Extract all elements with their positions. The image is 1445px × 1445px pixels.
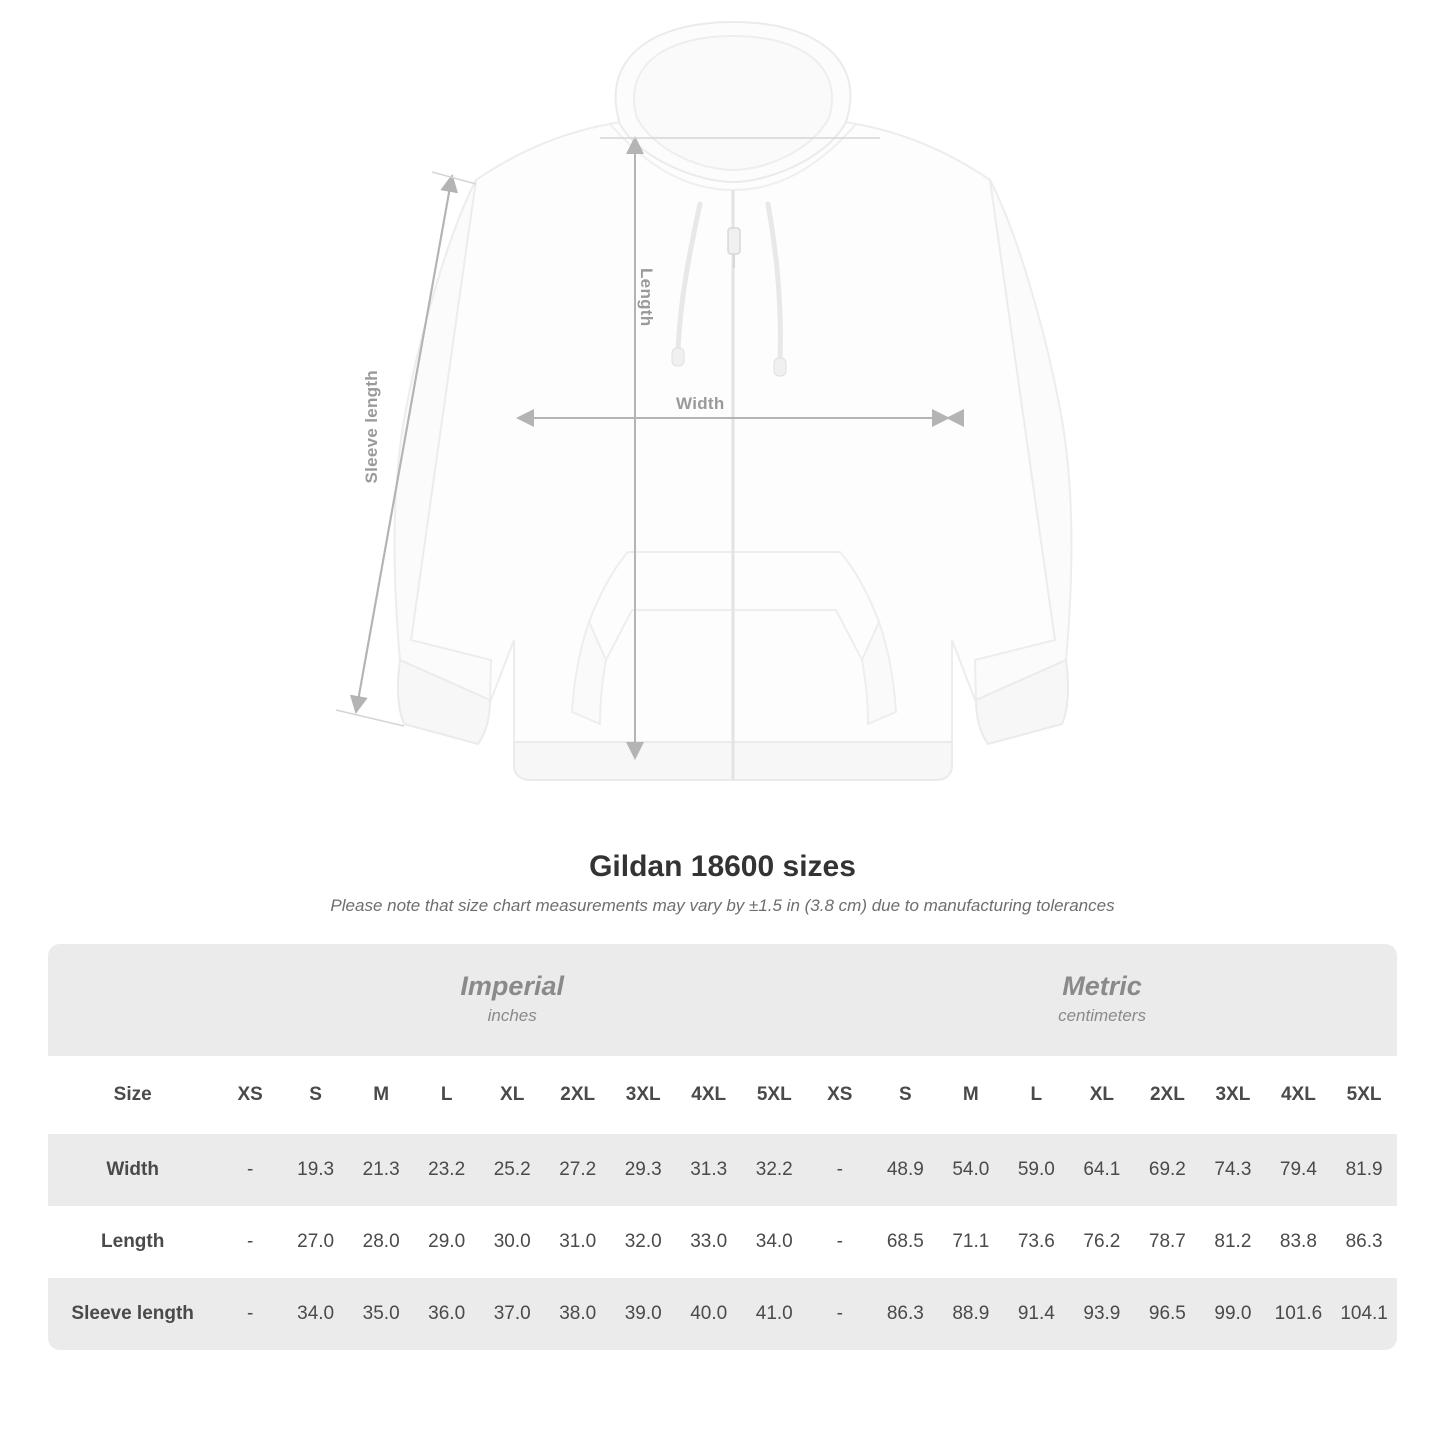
unit-group-metric: [807, 944, 1397, 1056]
row-label-sleeve-length: Sleeve length: [48, 1278, 217, 1350]
cell-width-imperial-4xl: 31.3: [676, 1134, 742, 1206]
cell-width-imperial-l: 23.2: [414, 1134, 480, 1206]
cell-sleeve-length-imperial-xs: -: [217, 1278, 283, 1350]
cell-length-metric-5xl: 86.3: [1331, 1206, 1397, 1278]
cell-sleeve-length-imperial-5xl: 41.0: [741, 1278, 807, 1350]
header-size-l-metric: L: [1004, 1056, 1070, 1134]
cell-length-metric-m: 71.1: [938, 1206, 1004, 1278]
cell-length-metric-l: 73.6: [1004, 1206, 1070, 1278]
cell-width-metric-s: 48.9: [873, 1134, 939, 1206]
size-chart-table: [48, 944, 1397, 1350]
cell-width-imperial-m: 21.3: [348, 1134, 414, 1206]
cell-length-metric-xs: -: [807, 1206, 873, 1278]
header-size-l-imperial: L: [414, 1056, 480, 1134]
header-size-3xl-metric: 3XL: [1200, 1056, 1266, 1134]
unit-group-sub: inches: [487, 1005, 537, 1025]
cell-sleeve-length-metric-s: 86.3: [873, 1278, 939, 1350]
header-size-5xl-metric: 5XL: [1331, 1056, 1397, 1134]
header-size-s-metric: S: [873, 1056, 939, 1134]
unit-group-name: Metric: [1062, 970, 1142, 1001]
cell-width-metric-2xl: 69.2: [1135, 1134, 1201, 1206]
row-label-length: Length: [48, 1206, 217, 1278]
cell-length-metric-xl: 76.2: [1069, 1206, 1135, 1278]
cell-width-metric-xl: 64.1: [1069, 1134, 1135, 1206]
cell-width-metric-m: 54.0: [938, 1134, 1004, 1206]
header-size-4xl-imperial: 4XL: [676, 1056, 742, 1134]
cell-sleeve-length-metric-m: 88.9: [938, 1278, 1004, 1350]
cell-sleeve-length-imperial-2xl: 38.0: [545, 1278, 611, 1350]
table-row: [48, 1278, 1397, 1350]
cell-sleeve-length-imperial-s: 34.0: [283, 1278, 349, 1350]
cell-sleeve-length-imperial-3xl: 39.0: [610, 1278, 676, 1350]
cell-sleeve-length-metric-5xl: 104.1: [1331, 1278, 1397, 1350]
cell-width-metric-l: 59.0: [1004, 1134, 1070, 1206]
cell-length-imperial-5xl: 34.0: [741, 1206, 807, 1278]
chart-header: [0, 850, 1445, 916]
cell-width-imperial-2xl: 27.2: [545, 1134, 611, 1206]
unit-header-spacer: [48, 944, 217, 1056]
cell-sleeve-length-metric-l: 91.4: [1004, 1278, 1070, 1350]
length-dimension-label: Length: [637, 268, 656, 327]
cell-sleeve-length-imperial-xl: 37.0: [479, 1278, 545, 1350]
cell-length-imperial-m: 28.0: [348, 1206, 414, 1278]
header-size-3xl-imperial: 3XL: [610, 1056, 676, 1134]
header-size-xs-imperial: XS: [217, 1056, 283, 1134]
header-size-xs-metric: XS: [807, 1056, 873, 1134]
cell-width-metric-4xl: 79.4: [1266, 1134, 1332, 1206]
cell-width-imperial-3xl: 29.3: [610, 1134, 676, 1206]
cell-width-imperial-s: 19.3: [283, 1134, 349, 1206]
cell-sleeve-length-metric-4xl: 101.6: [1266, 1278, 1332, 1350]
cell-length-imperial-l: 29.0: [414, 1206, 480, 1278]
cell-length-metric-s: 68.5: [873, 1206, 939, 1278]
cell-length-imperial-3xl: 32.0: [610, 1206, 676, 1278]
unit-group-imperial: [217, 944, 807, 1056]
table-row: [48, 1134, 1397, 1206]
cell-width-metric-xs: -: [807, 1134, 873, 1206]
cell-sleeve-length-imperial-4xl: 40.0: [676, 1278, 742, 1350]
header-size-m-imperial: M: [348, 1056, 414, 1134]
cell-sleeve-length-metric-xs: -: [807, 1278, 873, 1350]
cell-sleeve-length-metric-2xl: 96.5: [1135, 1278, 1201, 1350]
cell-length-imperial-2xl: 31.0: [545, 1206, 611, 1278]
cell-length-imperial-xl: 30.0: [479, 1206, 545, 1278]
size-chart-table-wrapper: [48, 944, 1397, 1350]
header-size-m-metric: M: [938, 1056, 1004, 1134]
cell-length-metric-3xl: 81.2: [1200, 1206, 1266, 1278]
header-size-xl-imperial: XL: [479, 1056, 545, 1134]
unit-header-row: [48, 944, 1397, 1056]
header-size-4xl-metric: 4XL: [1266, 1056, 1332, 1134]
page-title: Gildan 18600 sizes: [589, 850, 856, 883]
cell-sleeve-length-metric-3xl: 99.0: [1200, 1278, 1266, 1350]
unit-group-sub: centimeters: [1058, 1005, 1146, 1025]
header-size-5xl-imperial: 5XL: [741, 1056, 807, 1134]
cell-length-imperial-xs: -: [217, 1206, 283, 1278]
cell-length-imperial-s: 27.0: [283, 1206, 349, 1278]
cell-length-metric-2xl: 78.7: [1135, 1206, 1201, 1278]
tolerance-note: Please note that size chart measurements may vary by ±1.5 in (3.8 cm) due to manufacturing tolerances: [330, 896, 1115, 915]
cell-width-metric-5xl: 81.9: [1331, 1134, 1397, 1206]
cell-length-imperial-4xl: 33.0: [676, 1206, 742, 1278]
sleeve-length-dimension-label: Sleeve length: [362, 370, 381, 484]
table-row: [48, 1206, 1397, 1278]
header-size-2xl-metric: 2XL: [1135, 1056, 1201, 1134]
header-size-xl-metric: XL: [1069, 1056, 1135, 1134]
size-header-row: [48, 1056, 1397, 1134]
cell-sleeve-length-metric-xl: 93.9: [1069, 1278, 1135, 1350]
cell-width-imperial-5xl: 32.2: [741, 1134, 807, 1206]
header-size-2xl-imperial: 2XL: [545, 1056, 611, 1134]
header-size-label: Size: [48, 1056, 217, 1134]
cell-width-metric-3xl: 74.3: [1200, 1134, 1266, 1206]
cell-width-imperial-xl: 25.2: [479, 1134, 545, 1206]
cell-width-imperial-xs: -: [217, 1134, 283, 1206]
width-dimension-label: Width: [676, 394, 725, 413]
cell-sleeve-length-imperial-m: 35.0: [348, 1278, 414, 1350]
cell-length-metric-4xl: 83.8: [1266, 1206, 1332, 1278]
header-size-s-imperial: S: [283, 1056, 349, 1134]
row-label-width: Width: [48, 1134, 217, 1206]
unit-group-name: Imperial: [460, 970, 564, 1001]
cell-sleeve-length-imperial-l: 36.0: [414, 1278, 480, 1350]
